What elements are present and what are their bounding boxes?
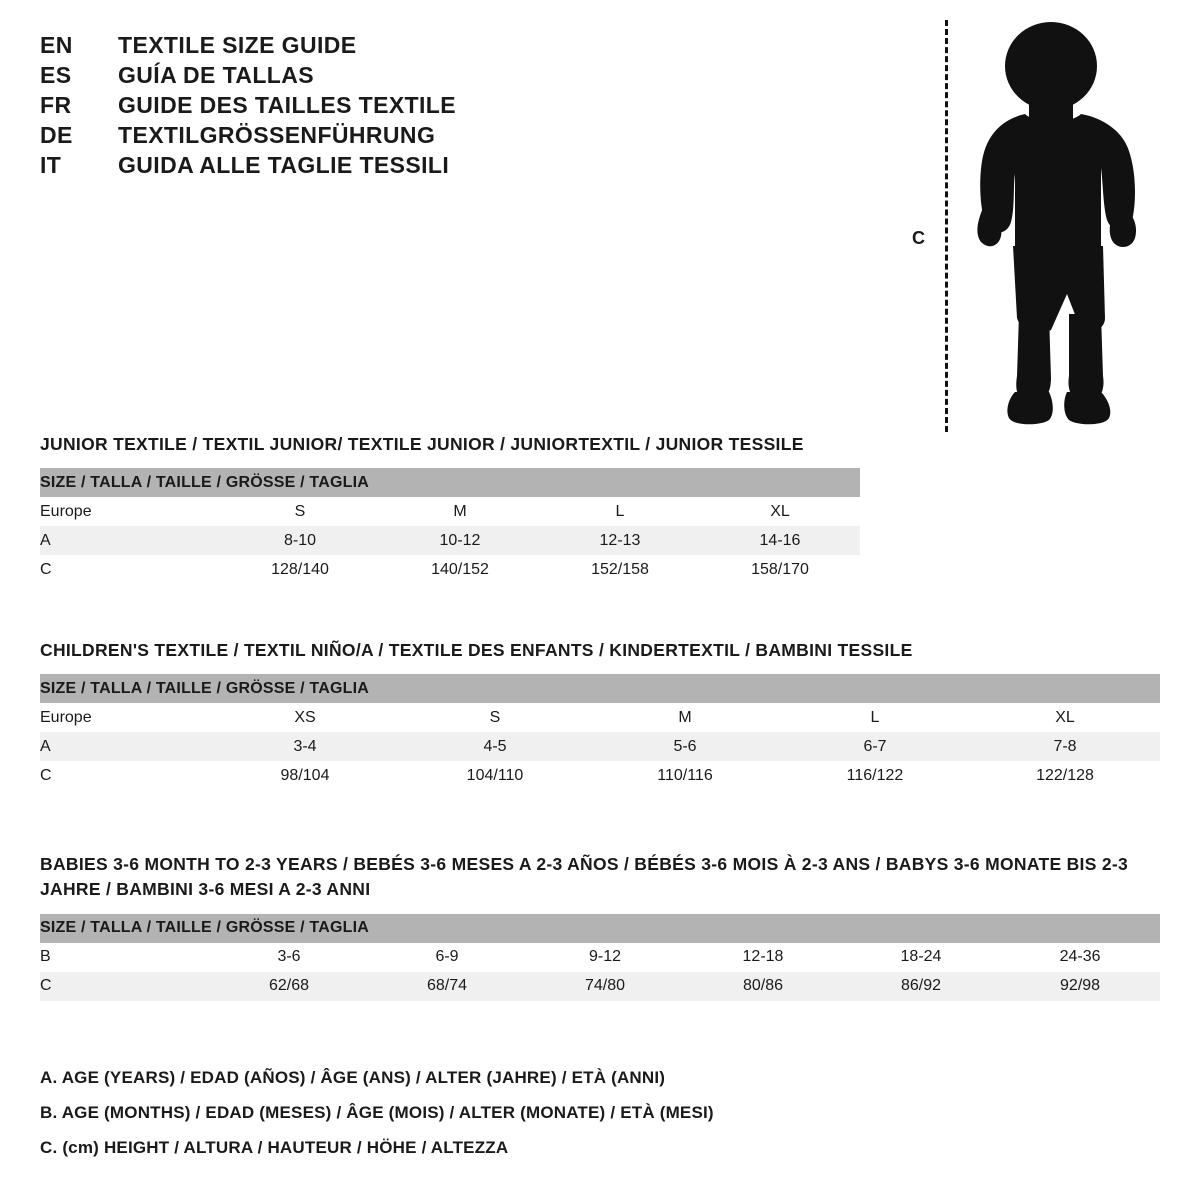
cell: 122/128 [1036, 766, 1094, 784]
cell: 86/92 [900, 977, 942, 995]
cell: XS [294, 708, 316, 726]
legend-block [40, 1068, 1040, 1173]
row-label: B [40, 948, 51, 966]
cell: 6-7 [863, 737, 887, 755]
title-row [40, 32, 740, 59]
cell: 12-13 [599, 531, 641, 549]
cell: 14-16 [759, 531, 801, 549]
row-label: C [40, 977, 52, 995]
legend-line-a: A. AGE (YEARS) / EDAD (AÑOS) / ÂGE (ANS) / ALTER (JAHRE) / ETÀ (ANNI) [40, 1068, 666, 1087]
table-row [40, 732, 1160, 761]
section-childrens-textile [40, 638, 1160, 790]
cell: M [678, 708, 692, 726]
legend-line-c: C. (cm) HEIGHT / ALTURA / HAUTEUR / HÖHE / ALTEZZA [40, 1138, 509, 1157]
section-title: BABIES 3-6 MONTH TO 2-3 YEARS / BEBÉS 3-6 MESES A 2-3 AÑOS / BÉBÉS 3-6 MOIS À 2-3 ANS / BABYS 3-6 MONATE BIS 2-3 JAHRE / BAMBINI 3-6 MESI A 2-3 ANNI [40, 854, 1129, 900]
cell: 3-6 [277, 948, 301, 966]
cell: 98/104 [280, 766, 330, 784]
title-row [40, 92, 740, 119]
table-row [40, 943, 1160, 972]
row-label: C [40, 766, 52, 784]
language-title: TEXTILE SIZE GUIDE [118, 32, 357, 58]
cell: 110/116 [657, 766, 713, 784]
language-title: GUIDA ALLE TAGLIE TESSILI [118, 152, 450, 178]
cell: 80/86 [742, 977, 784, 995]
cell: 158/170 [751, 560, 809, 578]
cell: 8-10 [283, 531, 317, 549]
children-size-table [40, 674, 1160, 790]
cell: 6-9 [435, 948, 459, 966]
table-row [40, 972, 1160, 1001]
language-code: IT [40, 152, 62, 178]
band-label: SIZE / TALLA / TAILLE / GRÖSSE / TAGLIA [40, 919, 369, 937]
language-title: GUÍA DE TALLAS [118, 62, 314, 88]
cell: 12-18 [742, 948, 784, 966]
row-label: Europe [40, 708, 92, 726]
legend-line-b: B. AGE (MONTHS) / EDAD (MESES) / ÂGE (MOIS) / ALTER (MONATE) / ETÀ (MESI) [40, 1103, 714, 1122]
cell: XL [770, 502, 790, 520]
cell: S [294, 502, 306, 520]
section-babies-textile [40, 852, 1160, 1001]
row-label: Europe [40, 502, 92, 520]
cell: 68/74 [426, 977, 468, 995]
babies-size-table [40, 914, 1160, 1001]
cell: XL [1055, 708, 1075, 726]
table-row [40, 497, 860, 526]
cell: 3-4 [293, 737, 317, 755]
language-code: DE [40, 122, 73, 148]
table-row [40, 703, 1160, 732]
section-title: CHILDREN'S TEXTILE / TEXTIL NIÑO/A / TEXTILE DES ENFANTS / KINDERTEXTIL / BAMBINI TESSILE [40, 640, 913, 660]
title-row [40, 122, 740, 149]
language-title: GUIDE DES TAILLES TEXTILE [118, 92, 456, 118]
height-measurement-figure [900, 10, 1160, 430]
table-band-row [40, 674, 1160, 703]
cell: 62/68 [268, 977, 310, 995]
junior-size-table [40, 468, 860, 584]
cell: 128/140 [271, 560, 329, 578]
table-row [40, 555, 860, 584]
cell: 104/110 [466, 766, 524, 784]
cell: 5-6 [673, 737, 697, 755]
cell: 4-5 [483, 737, 507, 755]
section-junior-textile [40, 432, 1160, 584]
height-axis-label: C [912, 228, 925, 248]
cell: M [453, 502, 467, 520]
cell: 9-12 [588, 948, 622, 966]
cell: 140/152 [431, 560, 489, 578]
cell: L [870, 708, 880, 726]
multilingual-title-block [40, 32, 740, 182]
cell: 18-24 [900, 948, 942, 966]
row-label: C [40, 560, 52, 578]
table-row [40, 761, 1160, 790]
cell: 74/80 [584, 977, 626, 995]
title-row [40, 62, 740, 89]
band-label: SIZE / TALLA / TAILLE / GRÖSSE / TAGLIA [40, 679, 369, 697]
child-silhouette-icon [955, 18, 1155, 433]
cell: 116/122 [846, 766, 904, 784]
section-title: JUNIOR TEXTILE / TEXTIL JUNIOR/ TEXTILE JUNIOR / JUNIORTEXTIL / JUNIOR TESSILE [40, 434, 804, 454]
height-dashed-line [945, 20, 948, 432]
language-code: ES [40, 62, 72, 88]
row-label: A [40, 531, 51, 549]
cell: 7-8 [1053, 737, 1077, 755]
title-row [40, 152, 740, 179]
row-label: A [40, 737, 51, 755]
band-label: SIZE / TALLA / TAILLE / GRÖSSE / TAGLIA [40, 473, 369, 491]
table-band-row [40, 468, 860, 497]
cell: 92/98 [1060, 977, 1101, 995]
language-code: FR [40, 92, 72, 118]
cell: 10-12 [439, 531, 481, 549]
table-row [40, 526, 860, 555]
cell: S [489, 708, 501, 726]
cell: 152/158 [591, 560, 649, 578]
language-code: EN [40, 32, 73, 58]
table-band-row [40, 914, 1160, 943]
cell: 24-36 [1059, 948, 1101, 966]
cell: L [615, 502, 625, 520]
language-title: TEXTILGRÖSSENFÜHRUNG [118, 122, 436, 148]
